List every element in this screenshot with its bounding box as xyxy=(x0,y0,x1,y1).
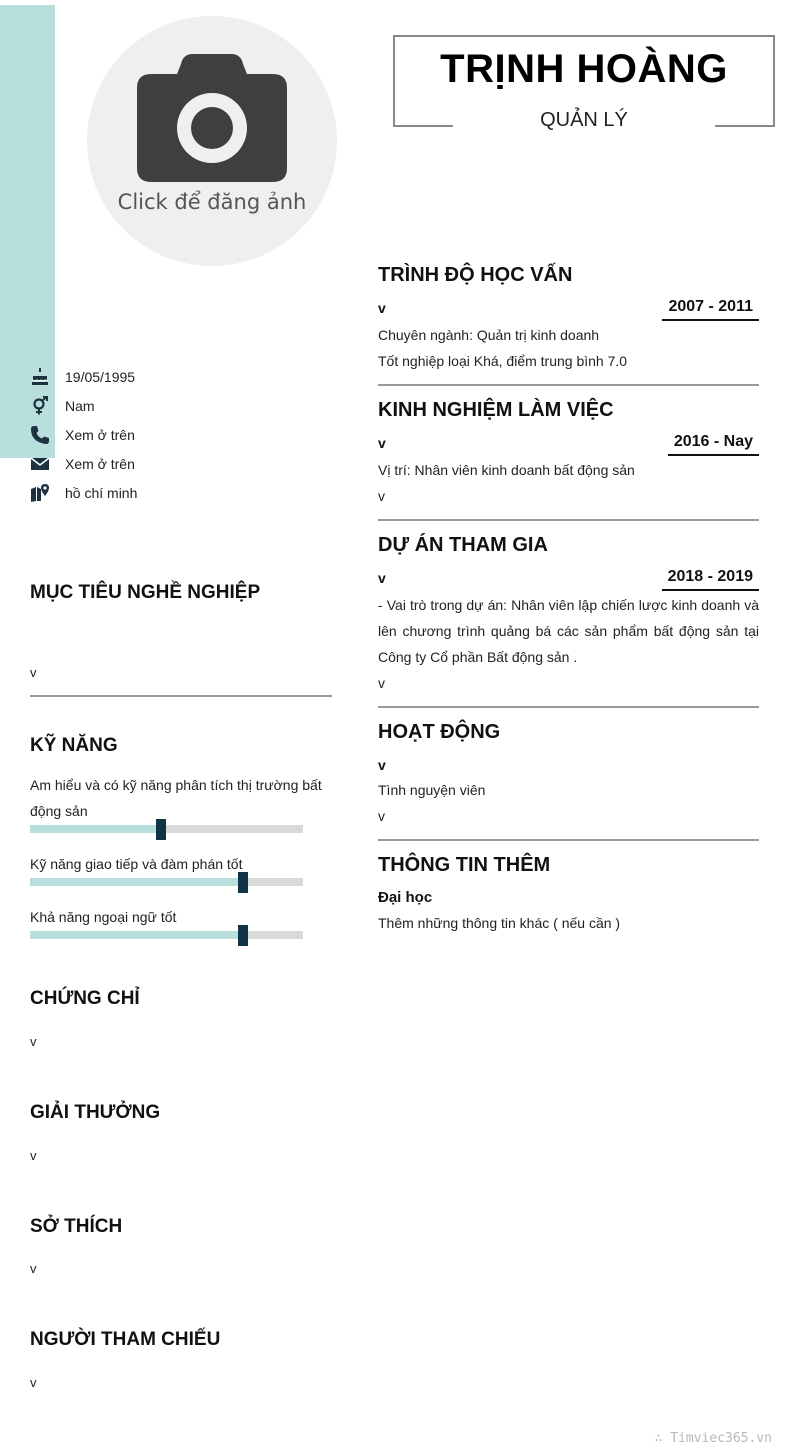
references-title: NGƯỜI THAM CHIẾU xyxy=(30,1329,221,1350)
phone-icon xyxy=(30,425,50,445)
skill-bar-fill xyxy=(30,825,161,833)
personal-info xyxy=(30,362,330,507)
project-date[interactable]: 2018 - 2019 xyxy=(662,568,759,591)
project-description[interactable]: - Vai trò trong dự án: Nhân viên lập chiến lược kinh doanh và lên chương trình quảng bá các sản phẩm bất động sản tại Công ty Cổ phần Bất động sản . xyxy=(378,597,759,665)
gender-icon xyxy=(30,396,50,416)
header-box-line-right xyxy=(715,125,775,127)
photo-upload-label: Click để đăng ảnh xyxy=(117,190,307,214)
hobbies-title: SỞ THÍCH xyxy=(30,1216,123,1237)
skill-label[interactable]: Am hiểu và có kỹ năng phân tích thị trường bất động sản xyxy=(30,777,322,819)
email-value: Xem ở trên xyxy=(65,455,135,472)
more-info-section xyxy=(378,854,759,944)
certificates-text[interactable]: v xyxy=(30,1034,37,1049)
experience-description[interactable]: v xyxy=(378,488,385,504)
awards-text[interactable]: v xyxy=(30,1148,37,1163)
more-info-title: THÔNG TIN THÊM xyxy=(378,854,551,876)
skill-bar[interactable] xyxy=(30,878,303,886)
gender-value: Nam xyxy=(65,397,95,414)
projects-title: DỰ ÁN THAM GIA xyxy=(378,534,548,556)
skill-slider-handle[interactable] xyxy=(238,925,248,946)
skill-bar[interactable] xyxy=(30,825,303,833)
activity-org[interactable]: v xyxy=(378,757,386,773)
map-location-icon xyxy=(30,483,50,503)
education-section xyxy=(378,264,759,386)
header-box xyxy=(393,35,775,131)
more-info-subtitle[interactable]: Đại học xyxy=(378,889,433,906)
activities-title: HOẠT ĐỘNG xyxy=(378,721,501,743)
email-icon xyxy=(30,454,50,474)
phone-value: Xem ở trên xyxy=(65,426,135,443)
education-date[interactable]: 2007 - 2011 xyxy=(662,298,759,321)
experience-position[interactable]: Vị trí: Nhân viên kinh doanh bất động sản xyxy=(378,462,635,478)
birthday-value: 19/05/1995 xyxy=(65,368,136,385)
info-phone[interactable] xyxy=(30,420,330,449)
education-school[interactable]: v xyxy=(378,300,386,316)
awards-title: GIẢI THƯỞNG xyxy=(30,1102,161,1123)
camera-icon xyxy=(137,52,287,182)
more-info-text[interactable]: Thêm những thông tin khác ( nếu cần ) xyxy=(378,915,621,931)
header-box-line-left xyxy=(393,125,453,127)
activity-description[interactable]: v xyxy=(378,808,385,824)
activities-section xyxy=(378,721,759,843)
address-value: hồ chí minh xyxy=(65,484,138,501)
projects-divider xyxy=(378,706,759,708)
experience-company[interactable]: v xyxy=(378,435,386,451)
skill-slider-handle[interactable] xyxy=(238,872,248,893)
birthday-cake-icon xyxy=(30,367,50,387)
skill-label[interactable]: Khả năng ngoại ngữ tốt xyxy=(30,909,177,925)
info-email[interactable] xyxy=(30,449,330,478)
experience-section xyxy=(378,399,759,521)
certificates-title: CHỨNG CHỈ xyxy=(30,988,140,1009)
project-extra[interactable]: v xyxy=(378,675,385,691)
objective-title: MỤC TIÊU NGHỀ NGHIỆP xyxy=(30,582,261,603)
activity-role[interactable]: Tình nguyện viên xyxy=(378,782,486,798)
activities-divider xyxy=(378,839,759,841)
experience-divider xyxy=(378,519,759,521)
skill-bar[interactable] xyxy=(30,931,303,939)
project-name[interactable]: v xyxy=(378,570,386,586)
objective-divider xyxy=(30,695,332,697)
education-title: TRÌNH ĐỘ HỌC VẤN xyxy=(378,264,573,286)
info-gender[interactable] xyxy=(30,391,330,420)
education-major[interactable]: Chuyên ngành: Quản trị kinh doanh xyxy=(378,327,600,343)
education-divider xyxy=(378,384,759,386)
info-address[interactable] xyxy=(30,478,330,507)
skill-bar-fill xyxy=(30,931,243,939)
candidate-name[interactable]: TRỊNH HOÀNG xyxy=(440,47,728,91)
experience-date[interactable]: 2016 - Nay xyxy=(668,433,759,456)
references-text[interactable]: v xyxy=(30,1375,37,1390)
objective-text[interactable]: v xyxy=(30,665,37,680)
projects-section xyxy=(378,534,759,709)
hobbies-text[interactable]: v xyxy=(30,1261,37,1276)
skill-slider-handle[interactable] xyxy=(156,819,166,840)
photo-upload[interactable] xyxy=(87,16,337,266)
education-result[interactable]: Tốt nghiệp loại Khá, điểm trung bình 7.0 xyxy=(378,353,628,369)
skills-title: KỸ NĂNG xyxy=(30,735,118,756)
skill-label[interactable]: Kỹ năng giao tiếp và đàm phán tốt xyxy=(30,856,243,872)
candidate-role[interactable]: QUẢN LÝ xyxy=(540,109,628,131)
info-birthday[interactable] xyxy=(30,362,330,391)
experience-title: KINH NGHIỆM LÀM VIỆC xyxy=(378,399,614,421)
watermark: ∴ Timviec365.vn xyxy=(654,1431,772,1446)
skill-bar-fill xyxy=(30,878,243,886)
